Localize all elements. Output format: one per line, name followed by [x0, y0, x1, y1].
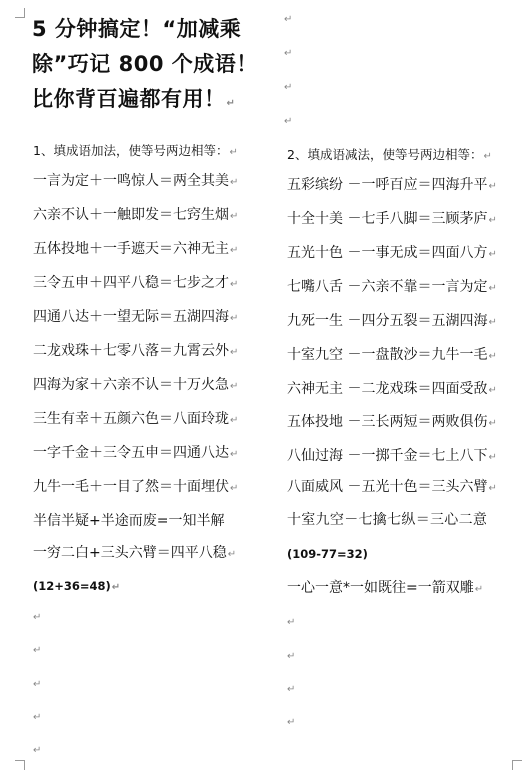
left-equation-5	[33, 307, 238, 329]
equation-text: 五光十色 －一事无成＝四面八方	[287, 245, 488, 261]
paragraph-mark: ↵	[230, 381, 239, 392]
left-equation-6	[33, 341, 238, 363]
right-sum	[287, 544, 368, 564]
left-equation-11	[33, 511, 224, 531]
equation-text: 五体投地 －三长两短＝两败俱伤	[287, 414, 488, 430]
equation-text: 十室九空 －一盘散沙＝九牛一毛	[287, 347, 488, 363]
right-equation-1	[287, 175, 497, 197]
right-equation-9	[287, 446, 497, 468]
right-extra-equation	[287, 578, 483, 600]
right-equation-5	[287, 311, 497, 333]
paragraph-mark: ↵	[33, 745, 42, 756]
right-equation-4	[287, 277, 497, 299]
right-equation-2	[287, 209, 497, 231]
left-equation-10	[33, 477, 238, 499]
right-equation-10	[287, 477, 497, 499]
left-equation-3	[33, 239, 238, 261]
paragraph-mark: ↵	[226, 98, 236, 109]
sum-text: (12+36=48)	[33, 579, 111, 593]
paragraph-mark: ↵	[287, 684, 296, 695]
equation-text: 十室九空－七擒七纵＝三心二意	[287, 512, 488, 528]
title-line-3	[32, 82, 282, 121]
equation-text: 一心一意*一如既往=一箭双雕	[287, 580, 474, 596]
equation-text: 十全十美 －七手八脚＝三顾茅庐	[287, 211, 488, 227]
crop-mark-top-left	[15, 8, 25, 18]
left-heading	[33, 141, 238, 159]
paragraph-mark: ↵	[284, 14, 293, 25]
paragraph-mark: ↵	[488, 317, 497, 328]
equation-text: 一穷二白+三头六臂＝四平八稳	[33, 545, 227, 561]
paragraph-mark: ↵	[284, 82, 293, 93]
left-equation-8	[33, 409, 238, 431]
paragraph-mark: ↵	[488, 418, 497, 429]
equation-text: 半信半疑+半途而废=一知半解	[33, 513, 225, 529]
right-equation-7	[287, 379, 497, 401]
equation-text: 五彩缤纷 －一呼百应＝四海升平	[287, 177, 488, 193]
title-line-3-text: 比你背百遍都有用！	[32, 87, 226, 111]
paragraph-mark: ↵	[111, 582, 121, 593]
paragraph-mark: ↵	[227, 549, 237, 560]
paragraph-mark: ↵	[230, 347, 239, 358]
left-equation-1	[33, 171, 238, 193]
paragraph-mark: ↵	[230, 211, 239, 222]
paragraph-mark: ↵	[287, 651, 296, 662]
sum-text: (109-77=32)	[287, 547, 368, 561]
title-line-2: 除”巧记 800 个成语！	[32, 52, 258, 76]
paragraph-mark: ↵	[488, 351, 497, 362]
paragraph-mark: ↵	[230, 415, 239, 426]
left-sum	[33, 576, 120, 598]
paragraph-mark: ↵	[284, 48, 293, 59]
paragraph-mark: ↵	[474, 584, 484, 595]
equation-text: 二龙戏珠＋七零八落＝九霄云外	[33, 343, 229, 359]
equation-text: 三令五申＋四平八稳＝七步之才	[33, 275, 229, 291]
equation-text: 一字千金＋三令五申＝四通八达	[33, 445, 229, 461]
paragraph-mark: ↵	[488, 181, 497, 192]
equation-text: 七嘴八舌 －六亲不靠＝一言为定	[287, 279, 488, 295]
paragraph-mark: ↵	[483, 151, 492, 162]
equation-text: 六神无主 －二龙戏珠＝四面受敌	[287, 381, 488, 397]
paragraph-mark: ↵	[488, 452, 497, 463]
paragraph-mark: ↵	[287, 717, 296, 728]
equation-text: 一言为定＋一鸣惊人＝两全其美	[33, 173, 229, 189]
paragraph-mark: ↵	[230, 177, 239, 188]
paragraph-mark: ↵	[33, 612, 42, 623]
paragraph-mark: ↵	[230, 313, 239, 324]
paragraph-mark: ↵	[488, 385, 497, 396]
left-equation-2	[33, 205, 238, 227]
equation-text: 九死一生 －四分五裂＝五湖四海	[287, 313, 488, 329]
paragraph-mark: ↵	[33, 645, 42, 656]
paragraph-mark: ↵	[230, 279, 239, 290]
left-equation-9	[33, 443, 238, 465]
paragraph-mark: ↵	[488, 483, 497, 494]
paragraph-mark: ↵	[488, 215, 497, 226]
paragraph-mark: ↵	[230, 245, 239, 256]
paragraph-mark: ↵	[33, 712, 42, 723]
left-heading-text: 1、填成语加法，使等号两边相等：	[33, 143, 229, 158]
paragraph-mark: ↵	[230, 483, 239, 494]
equation-text: 八面威风 －五光十色＝三头六臂	[287, 479, 488, 495]
left-equation-7	[33, 375, 238, 397]
right-equation-6	[287, 345, 497, 367]
left-equation-4	[33, 273, 238, 295]
equation-text: 四通八达＋一望无际＝五湖四海	[33, 309, 229, 325]
paragraph-mark: ↵	[33, 679, 42, 690]
equation-text: 九牛一毛＋一目了然＝十面埋伏	[33, 479, 229, 495]
right-equation-11	[287, 510, 487, 530]
equation-text: 八仙过海 －一掷千金＝七上八下	[287, 448, 488, 464]
title-line-1: 5 分钟搞定！“加减乘	[32, 17, 242, 41]
paragraph-mark: ↵	[230, 449, 239, 460]
paragraph-mark: ↵	[229, 147, 238, 158]
equation-text: 三生有幸＋五颜六色＝八面玲珑	[33, 411, 229, 427]
right-heading-text: 2、填成语减法，使等号两边相等：	[287, 147, 483, 162]
equation-text: 六亲不认＋一触即发＝七窍生烟	[33, 207, 229, 223]
paragraph-mark: ↵	[488, 249, 497, 260]
document-title	[32, 12, 282, 121]
crop-mark-bottom-left	[15, 760, 25, 770]
left-equation-12	[33, 543, 236, 565]
equation-text: 四海为家＋六亲不认＝十万火急	[33, 377, 229, 393]
paragraph-mark: ↵	[284, 116, 293, 127]
crop-mark-bottom-right	[512, 760, 522, 770]
right-equation-3	[287, 243, 497, 265]
equation-text: 五体投地＋一手遮天＝六神无主	[33, 241, 229, 257]
paragraph-mark: ↵	[488, 283, 497, 294]
right-heading	[287, 145, 492, 163]
right-equation-8	[287, 412, 497, 434]
paragraph-mark: ↵	[287, 617, 296, 628]
